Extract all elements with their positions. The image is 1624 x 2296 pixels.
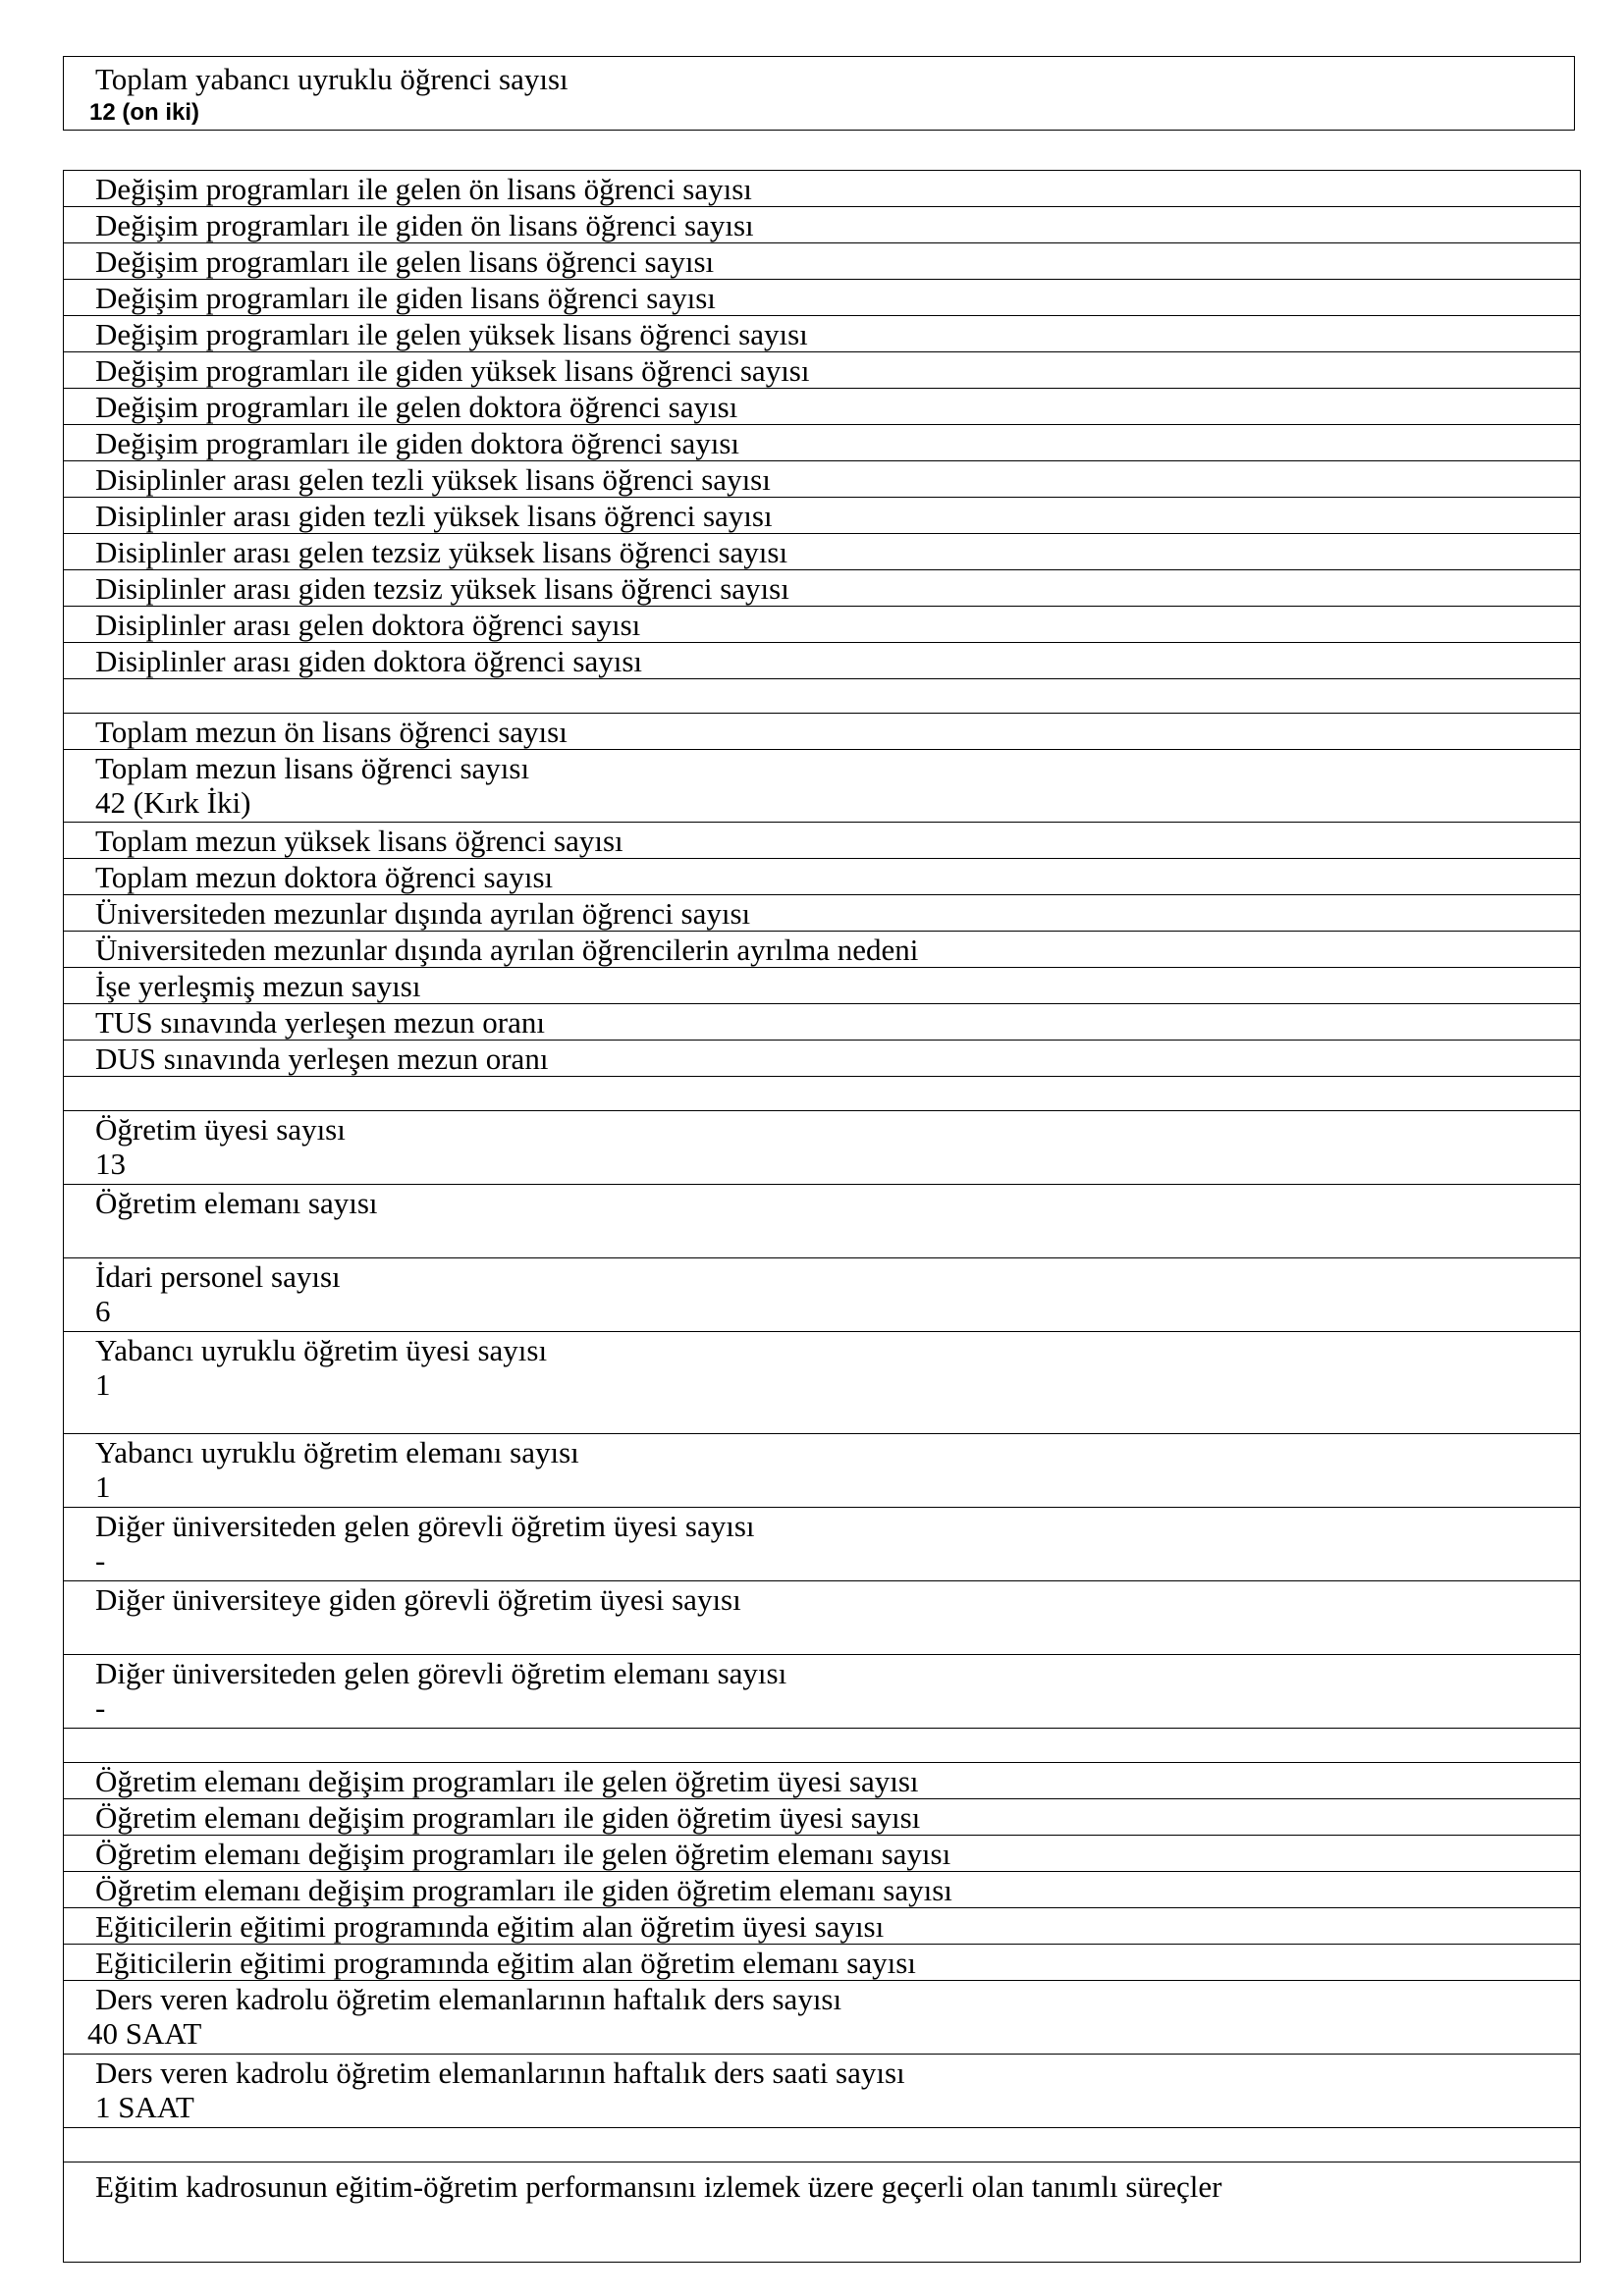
- table-row: [63, 461, 1581, 498]
- row-label: Öğretim üyesi sayısı: [95, 1112, 346, 1147]
- row-label: Öğretim elemanı sayısı: [95, 1186, 378, 1220]
- row-label: Diğer üniversiteden gelen görevli öğretim elemanı sayısı: [95, 1656, 787, 1690]
- table-row: [63, 1872, 1581, 1908]
- row-label: Ders veren kadrolu öğretim elemanlarının haftalık ders saati sayısı: [95, 2056, 905, 2090]
- row-label: Değişim programları ile giden ön lisans öğrenci sayısı: [95, 208, 754, 242]
- row-value: 1: [95, 1367, 111, 1402]
- table-row: [63, 534, 1581, 570]
- row-label: DUS sınavında yerleşen mezun oranı: [95, 1041, 549, 1076]
- table-row: [63, 425, 1581, 461]
- row-label: Öğretim elemanı değişim programları ile gelen öğretim üyesi sayısı: [95, 1764, 919, 1798]
- table-row: [63, 2128, 1581, 2163]
- row-label: Diğer üniversiteye giden görevli öğretim üyesi sayısı: [95, 1582, 741, 1617]
- table-row: [63, 1655, 1581, 1729]
- row-label: Diğer üniversiteden gelen görevli öğretim üyesi sayısı: [95, 1509, 755, 1543]
- row-label: Toplam mezun ön lisans öğrenci sayısı: [95, 715, 568, 749]
- row-value: 6: [95, 1294, 111, 1328]
- row-label: Disiplinler arası giden tezli yüksek lisans öğrenci sayısı: [95, 499, 773, 533]
- row-label: Toplam mezun doktora öğrenci sayısı: [95, 860, 554, 894]
- table-row: [63, 1763, 1581, 1799]
- table-row: [63, 1908, 1581, 1945]
- table-row: [63, 1111, 1581, 1185]
- row-label: Üniversiteden mezunlar dışında ayrılan öğrencilerin ayrılma nedeni: [95, 933, 919, 967]
- table-row: [63, 1799, 1581, 1836]
- table-row: [63, 859, 1581, 895]
- table-row: [63, 171, 1581, 207]
- table-row: [63, 750, 1581, 823]
- row-label: Toplam mezun yüksek lisans öğrenci sayısı: [95, 824, 623, 858]
- table-row: [63, 316, 1581, 352]
- table-row: [63, 1836, 1581, 1872]
- row-label: Değişim programları ile gelen yüksek lisans öğrenci sayısı: [95, 317, 808, 351]
- table-row: [63, 1077, 1581, 1111]
- row-label: Disiplinler arası gelen tezsiz yüksek lisans öğrenci sayısı: [95, 535, 788, 569]
- foreign-students-label: Toplam yabancı uyruklu öğrenci sayısı: [95, 62, 568, 96]
- row-label: Öğretim elemanı değişim programları ile giden öğretim üyesi sayısı: [95, 1800, 921, 1835]
- table-row: [63, 389, 1581, 425]
- row-value: -: [95, 1690, 106, 1725]
- table-row: [63, 280, 1581, 316]
- row-label: Eğiticilerin eğitimi programında eğitim alan öğretim üyesi sayısı: [95, 1909, 885, 1944]
- table-row: [63, 1729, 1581, 1763]
- row-value: 42 (Kırk İki): [95, 785, 251, 820]
- table-row: [63, 352, 1581, 389]
- table-row: [63, 607, 1581, 643]
- row-label: Disiplinler arası giden doktora öğrenci sayısı: [95, 644, 643, 678]
- row-value: 1 SAAT: [95, 2090, 194, 2124]
- row-label: Disiplinler arası giden tezsiz yüksek lisans öğrenci sayısı: [95, 571, 789, 606]
- row-label: Yabancı uyruklu öğretim elemanı sayısı: [95, 1435, 579, 1469]
- table-row: [63, 968, 1581, 1004]
- row-label: Disiplinler arası gelen tezli yüksek lisans öğrenci sayısı: [95, 462, 771, 497]
- table-row: [63, 1004, 1581, 1041]
- row-label: İşe yerleşmiş mezun sayısı: [95, 969, 421, 1003]
- table-row: [63, 1508, 1581, 1581]
- row-label: Toplam mezun lisans öğrenci sayısı: [95, 751, 530, 785]
- row-label: Değişim programları ile giden lisans öğrenci sayısı: [95, 281, 716, 315]
- table-row: [63, 1581, 1581, 1655]
- row-label: Eğitim kadrosunun eğitim-öğretim performansını izlemek üzere geçerli olan tanımlı süreçler: [95, 2169, 1222, 2204]
- row-label: Ders veren kadrolu öğretim elemanlarının haftalık ders sayısı: [95, 1982, 842, 2016]
- row-label: Eğiticilerin eğitimi programında eğitim alan öğretim elemanı sayısı: [95, 1946, 916, 1980]
- table-row: [63, 714, 1581, 750]
- row-label: İdari personel sayısı: [95, 1259, 341, 1294]
- table-row: [63, 1185, 1581, 1258]
- table-row: [63, 823, 1581, 859]
- table-row: [63, 207, 1581, 243]
- row-label: Öğretim elemanı değişim programları ile gelen öğretim elemanı sayısı: [95, 1837, 951, 1871]
- table-row: [63, 679, 1581, 714]
- table-row: [63, 643, 1581, 679]
- table-row: [63, 1258, 1581, 1332]
- row-value: -: [95, 1543, 106, 1577]
- table-row: [63, 2055, 1581, 2128]
- table-row: [63, 243, 1581, 280]
- foreign-students-value: 12 (on iki): [89, 99, 200, 126]
- table-row: [63, 1945, 1581, 1981]
- table-row: [63, 2163, 1581, 2263]
- row-label: Değişim programları ile giden doktora öğrenci sayısı: [95, 426, 739, 460]
- row-label: Yabancı uyruklu öğretim üyesi sayısı: [95, 1333, 548, 1367]
- statistics-table: [63, 170, 1581, 2263]
- row-label: Değişim programları ile gelen doktora öğrenci sayısı: [95, 390, 738, 424]
- table-row: [63, 895, 1581, 932]
- table-row: [63, 570, 1581, 607]
- row-value: 1: [95, 1469, 111, 1504]
- table-row: [63, 498, 1581, 534]
- foreign-students-box: [63, 56, 1575, 131]
- table-row: [63, 1041, 1581, 1077]
- row-value: 40 SAAT: [87, 2016, 202, 2051]
- row-label: Değişim programları ile giden yüksek lisans öğrenci sayısı: [95, 353, 810, 388]
- row-label: Öğretim elemanı değişim programları ile giden öğretim elemanı sayısı: [95, 1873, 952, 1907]
- table-row: [63, 1332, 1581, 1434]
- row-value: 13: [95, 1147, 126, 1181]
- row-label: Üniversiteden mezunlar dışında ayrılan öğrenci sayısı: [95, 896, 751, 931]
- table-row: [63, 932, 1581, 968]
- row-label: Disiplinler arası gelen doktora öğrenci sayısı: [95, 608, 641, 642]
- table-row: [63, 1434, 1581, 1508]
- row-label: Değişim programları ile gelen ön lisans öğrenci sayısı: [95, 172, 752, 206]
- row-label: Değişim programları ile gelen lisans öğrenci sayısı: [95, 244, 715, 279]
- row-label: TUS sınavında yerleşen mezun oranı: [95, 1005, 545, 1040]
- table-row: [63, 1981, 1581, 2055]
